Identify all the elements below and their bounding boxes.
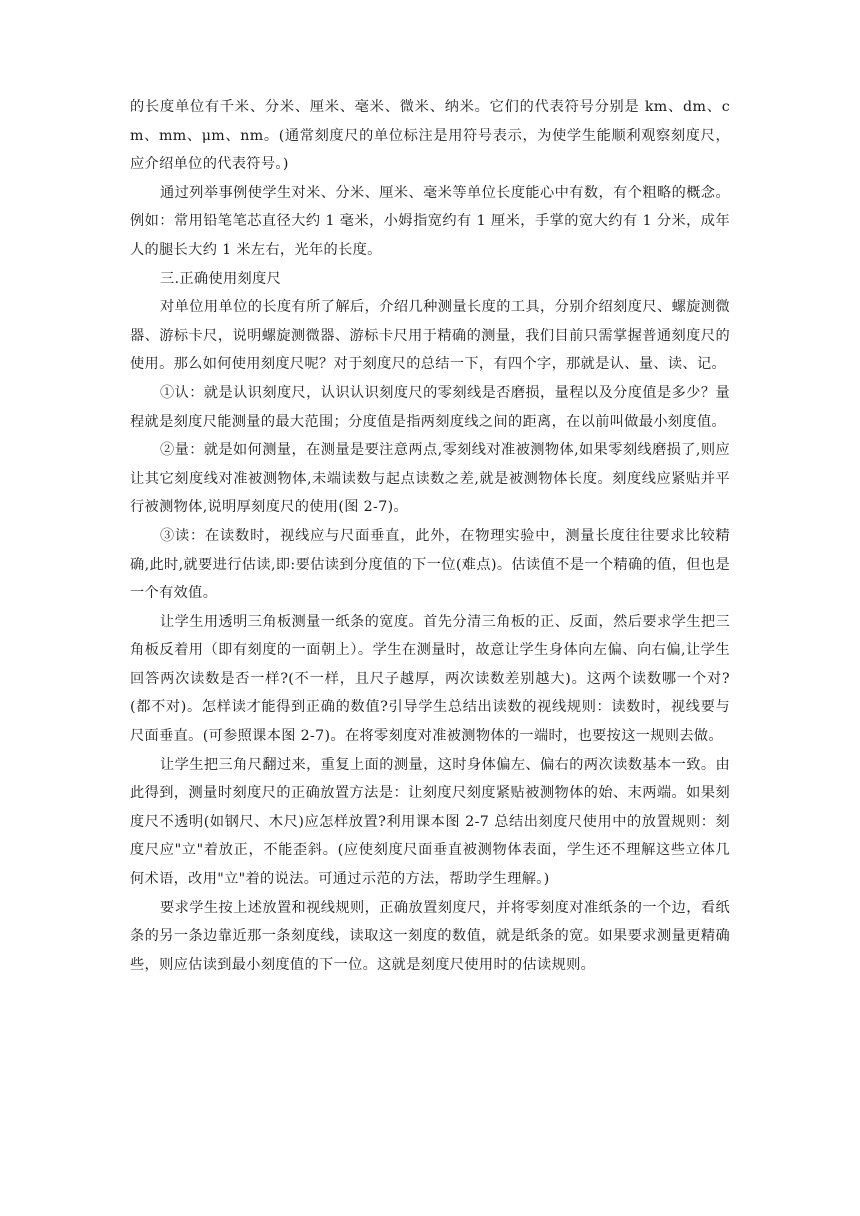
paragraph-step-read: ③读：在读数时，视线应与尺面垂直，此外，在物理实验中，测量长度往往要求比较精确,此时,就要进行估读,即:要估读到分度值的下一位(难点)。估读值不是一个精确的值，但也是一个有效值。: [130, 527, 730, 602]
paragraph-triangle-ruler-activity: 让学生用透明三角板测量一纸条的宽度。首先分清三角板的正、反面，然后要求学生把三角板反着用（即有刻度的一面朝上）。学生在测量时，故意让学生身体向左偏、向右偏,让学生回答两次读数是否一样?(不一样，且尺子越厚，两次读数差别越大)。这两个读数哪一个对?(都不对)。怎样读才能得到正确的数值?引导学生总结出读数的视线规则：读数时，视线要与尺面垂直。(可参照课本图 2-7)。在将零刻度对准被测物体的一端时，也要按这一规则去做。: [130, 613, 730, 745]
document-page: [130, 93, 730, 979]
paragraph-estimation-rule: 要求学生按上述放置和视线规则，正确放置刻度尺，并将零刻度对准纸条的一个边，看纸条的另一条边靠近那一条刻度线，读取这一刻度的数值，就是纸条的宽。如果要求测量更精确些，则应估读到最小刻度值的下一位。这就是刻度尺使用时的估读规则。: [130, 899, 730, 973]
paragraph-unit-examples: 通过列举事例使学生对米、分米、厘米、毫米等单位长度能心中有数，有个粗略的概念。例如：常用铅笔笔芯直径大约 1 毫米，小姆指宽约有 1 厘米，手掌的宽大约有 1 分米，成年人的腿长大约 1 米左右，光年的长度。: [130, 184, 730, 258]
paragraph-step-recognize: ①认：就是认识刻度尺，认识认识刻度尺的零刻线是否磨损，量程以及分度值是多少？量程就是刻度尺能测量的最大范围；分度值是指两刻度线之间的距离，在以前叫做最小刻度值。: [130, 384, 730, 430]
paragraph-placement-rule: 让学生把三角尺翻过来，重复上面的测量，这时身体偏左、偏右的两次读数基本一致。由此得到，测量时刻度尺的正确放置方法是：让刻度尺刻度紧贴被测物体的始、末两端。如果刻度尺不透明(如钢尺、木尺)应怎样放置?利用课本图 2-7 总结出刻度尺使用中的放置规则：刻度尺应"立"着放正，不能歪斜。(应使刻度尺面垂直被测物体表面，学生还不理解这些立体几何术语，改用"立"着的说法。可通过示范的方法，帮助学生理解。): [130, 756, 730, 888]
paragraph-step-measure: ②量：就是如何测量，在测量是要注意两点,零刻线对准被测物体,如果零刻线磨损了,则应让其它刻度线对准被测物体,未端读数与起点读数之差,就是被测物体长度。刻度线应紧贴并平行被测物体,说明厚刻度尺的使用(图 2-7)。: [130, 442, 730, 516]
section-heading: 三.正确使用刻度尺: [160, 270, 282, 287]
paragraph-units-symbols: 的长度单位有千米、分米、厘米、毫米、微米、纳米。它们的代表符号分别是 km、dm、cm、mm、μm、nm。(通常刻度尺的单位标注是用符号表示，为使学生能顺利观察刻度尺，应介绍单位的代表符号。): [130, 99, 730, 173]
paragraph-measuring-tools: 对单位用单位的长度有所了解后，介绍几种测量长度的工具，分别介绍刻度尺、螺旋测微器、游标卡尺，说明螺旋测微器、游标卡尺用于精确的测量，我们目前只需掌握普通刻度尺的使用。那么如何使用刻度尺呢？对于刻度尺的总结一下，有四个字，那就是认、量、读、记。: [130, 299, 730, 373]
